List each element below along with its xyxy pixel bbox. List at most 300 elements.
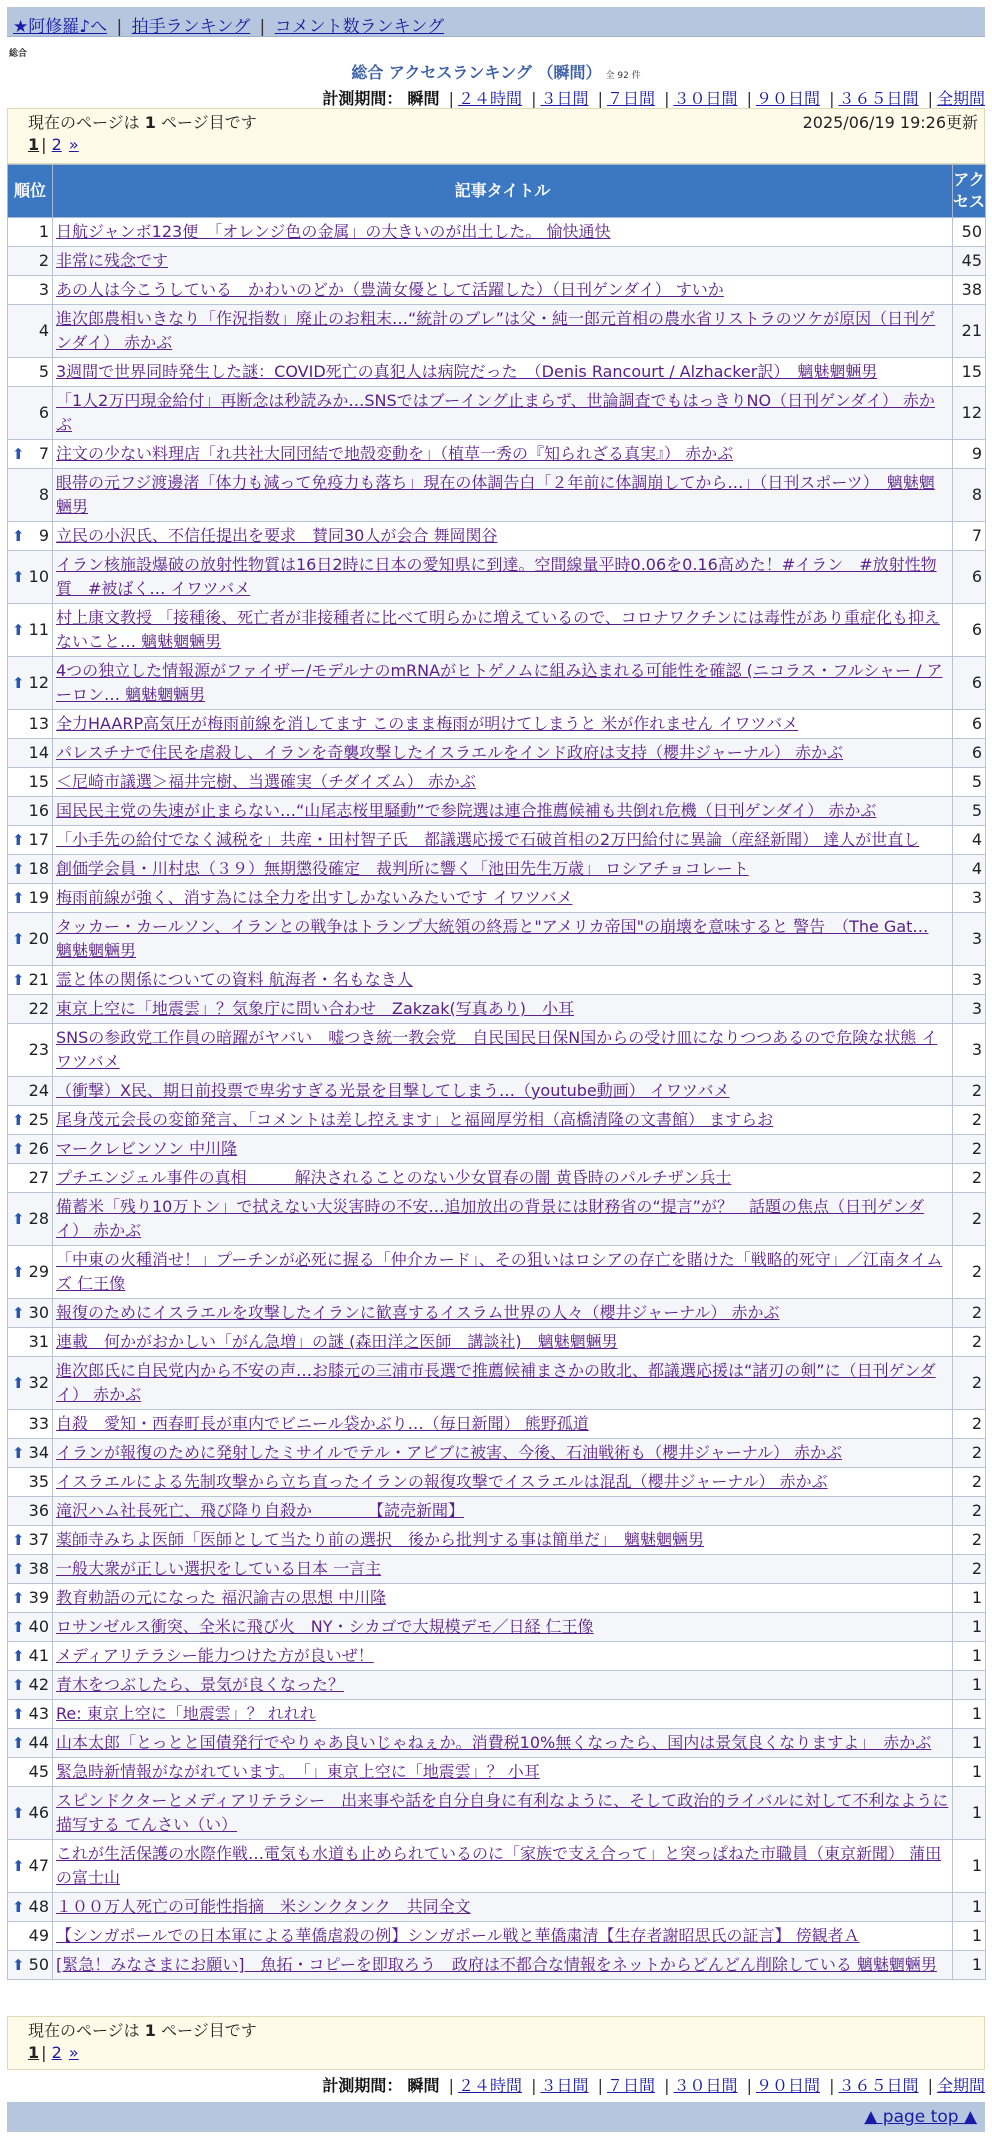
- rank-cell: [8, 1840, 53, 1893]
- article-title-link[interactable]: 全力HAARP高気圧が梅雨前線を消してます このまま梅雨が明けてしまうと 米が作れません イワツバメ: [56, 714, 799, 733]
- article-title-link[interactable]: ロサンゼルス衝突、全米に飛び火 NY・シカゴで大規模デモ／日経 仁王像: [56, 1617, 594, 1636]
- rank-cell: [8, 1922, 53, 1951]
- rank-up-arrow-icon: ⬆: [12, 1560, 25, 1578]
- access-count: 38: [953, 276, 986, 305]
- article-title-link[interactable]: 連載 何かがおかしい「がん急増」の謎 (森田洋之医師 講談社) 魑魅魍魎男: [56, 1332, 618, 1351]
- col-header-rank: 順位: [8, 165, 53, 218]
- access-count: 6: [953, 739, 986, 768]
- rank-cell: [8, 1642, 53, 1671]
- rank-cell: [8, 1357, 53, 1410]
- article-title-link[interactable]: マークレビンソン 中川隆: [56, 1139, 238, 1158]
- period-link-90d[interactable]: ９０日間: [755, 2076, 820, 2095]
- page-2-link[interactable]: 2: [51, 135, 62, 154]
- rank-number: 3: [38, 280, 49, 299]
- access-count: 3: [953, 966, 986, 995]
- rank-cell: [8, 710, 53, 739]
- rank-number: 41: [28, 1646, 49, 1665]
- period-label: 計測期間：: [322, 89, 403, 108]
- title-cell: [53, 247, 953, 276]
- title-cell: [53, 1893, 953, 1922]
- article-title-link[interactable]: 青木をつぶしたら、景気が良くなった？: [56, 1675, 345, 1694]
- access-count: 1: [953, 1893, 986, 1922]
- title-cell: [53, 305, 953, 358]
- rank-cell: [8, 1135, 53, 1164]
- rank-number: 47: [28, 1856, 49, 1875]
- period-link-7d[interactable]: ７日間: [606, 89, 655, 108]
- title-cell: [53, 1758, 953, 1787]
- access-count: 1: [953, 1787, 986, 1840]
- paging-box-bottom: [7, 2016, 985, 2070]
- article-title-link[interactable]: パレスチナで住民を虐殺し、イランを奇襲攻撃したイスラエルをインド政府は支持（櫻井ジャーナル） 赤かぶ: [56, 743, 844, 762]
- article-title-link[interactable]: 国民民主党の失速が止まらない…“山尾志桜里騒動”で参院選は連合推薦候補も共倒れ危機（日刊ゲンダイ） 赤かぶ: [56, 801, 877, 820]
- article-title-link[interactable]: 注文の少ない料理店「れ共社大同団結で地殻変動を」（植草一秀の『知られざる真実』） 赤かぶ: [56, 444, 734, 463]
- title-cell: [53, 1439, 953, 1468]
- rank-cell: [8, 826, 53, 855]
- rank-cell: [8, 913, 53, 966]
- rank-up-arrow-icon: ⬆: [12, 1140, 25, 1158]
- title-cell: [53, 1700, 953, 1729]
- title-cell: [53, 1613, 953, 1642]
- title-cell: [53, 1328, 953, 1357]
- rank-number: 15: [28, 772, 49, 791]
- title-cell: [53, 1164, 953, 1193]
- rank-cell: [8, 469, 53, 522]
- rank-number: 50: [28, 1955, 49, 1974]
- ranking-table: [7, 164, 986, 1980]
- rank-cell: [8, 218, 53, 247]
- period-selector-bottom: 計測期間： 瞬間 | ２４時間 | ３日間 | ７日間 | ３０日間 | ９０日間 | ３６５日間 | 全期間: [322, 2076, 985, 2095]
- rank-up-arrow-icon: ⬆: [12, 1956, 25, 1974]
- comment-ranking-link[interactable]: コメント数ランキング: [274, 17, 445, 37]
- rank-cell: [8, 604, 53, 657]
- article-title-link[interactable]: ＜尼崎市議選＞福井完樹、当選確実（チダイズム） 赤かぶ: [56, 772, 476, 791]
- title-cell: [53, 1497, 953, 1526]
- rank-number: 1: [38, 222, 49, 241]
- article-title-link[interactable]: 尾身茂元会長の変節発言、「コメントは差し控えます」と福岡厚労相（高橋清隆の文書館） ますらお: [56, 1110, 774, 1129]
- section-label: 総合: [9, 49, 28, 59]
- period-link-90d[interactable]: ９０日間: [755, 89, 820, 108]
- page-1-current: 1: [28, 135, 40, 154]
- rank-number: 8: [38, 485, 49, 504]
- rank-cell: [8, 276, 53, 305]
- period-link-24h[interactable]: ２４時間: [457, 2076, 522, 2095]
- period-link-7d[interactable]: ７日間: [606, 2076, 655, 2095]
- article-title-link[interactable]: 一般大衆が正しい選択をしている日本 一言主: [56, 1559, 382, 1578]
- table-row: [8, 1951, 986, 1980]
- period-link-all[interactable]: 全期間: [936, 2076, 985, 2095]
- table-row: [8, 1410, 986, 1439]
- rank-cell: [8, 739, 53, 768]
- table-row: [8, 1613, 986, 1642]
- article-title-link[interactable]: 梅雨前線が強く、消す為には全力を出すしかないみたいです イワツバメ: [56, 888, 573, 907]
- rank-number: 45: [28, 1762, 49, 1781]
- rank-up-arrow-icon: ⬆: [12, 930, 25, 948]
- title-cell: [53, 604, 953, 657]
- rank-cell: [8, 1893, 53, 1922]
- rank-cell: [8, 1758, 53, 1787]
- access-count: 2: [953, 1468, 986, 1497]
- rank-up-arrow-icon: ⬆: [12, 889, 25, 907]
- table-row: [8, 1671, 986, 1700]
- rank-cell: [8, 1526, 53, 1555]
- access-count: 1: [953, 1642, 986, 1671]
- article-title-link[interactable]: あの人は今こうしている かわいのどか（豊満女優として活躍した）（日刊ゲンダイ） すいか: [56, 280, 724, 299]
- access-count: 3: [953, 995, 986, 1024]
- rank-up-arrow-icon: ⬆: [12, 1618, 25, 1636]
- table-row: [8, 247, 986, 276]
- table-row: [8, 657, 986, 710]
- title-cell: [53, 884, 953, 913]
- period-link-30d[interactable]: ３０日間: [673, 89, 738, 108]
- table-row: [8, 1584, 986, 1613]
- rank-number: 24: [28, 1081, 49, 1100]
- access-count: 1: [953, 1758, 986, 1787]
- rank-up-arrow-icon: ⬆: [12, 1531, 25, 1549]
- article-title-link[interactable]: 自殺 愛知・西春町長が車内でビニール袋かぶり…（毎日新聞） 熊野孤道: [56, 1414, 589, 1433]
- rank-cell: [8, 995, 53, 1024]
- table-row: [8, 1077, 986, 1106]
- top-nav-bar: [7, 7, 985, 37]
- access-count: 2: [953, 1193, 986, 1246]
- rank-cell: [8, 966, 53, 995]
- table-row: [8, 276, 986, 305]
- page-top-link[interactable]: ▲ page top ▲: [864, 2107, 977, 2127]
- article-title-link[interactable]: メディアリテラシー能力つけた方が良いぜ！: [56, 1646, 374, 1665]
- title-cell: [53, 1299, 953, 1328]
- access-count: 50: [953, 218, 986, 247]
- access-count: 2: [953, 1526, 986, 1555]
- rank-number: 12: [28, 673, 49, 692]
- applause-ranking-link[interactable]: 拍手ランキング: [131, 17, 251, 37]
- table-row: [8, 1164, 986, 1193]
- article-title-link[interactable]: 「小手先の給付でなく減税を」共産・田村智子氏 都議選応援で石破首相の2万円給付に異論（産経新聞） 達人が世直し: [56, 830, 920, 849]
- pagination: 1 | 2 »: [28, 135, 79, 154]
- table-row: [8, 1439, 986, 1468]
- access-count: 45: [953, 247, 986, 276]
- table-row: [8, 1328, 986, 1357]
- rank-number: 30: [28, 1303, 49, 1322]
- rank-cell: [8, 247, 53, 276]
- rank-cell: [8, 1164, 53, 1193]
- page-2-link[interactable]: 2: [51, 2043, 62, 2062]
- table-row: [8, 797, 986, 826]
- access-count: 1: [953, 1951, 986, 1980]
- rank-up-arrow-icon: ⬆: [12, 1444, 25, 1462]
- article-title-link[interactable]: 進次郎氏に自民党内から不安の声…お膝元の三浦市長選で推薦候補まさかの敗北、都議選応援は“諸刃の剣”に（日刊ゲンダイ） 赤かぶ: [56, 1361, 936, 1404]
- title-cell: [53, 358, 953, 387]
- article-title-link[interactable]: 教育勅語の元になった 福沢諭吉の思想 中川隆: [56, 1588, 387, 1607]
- rank-cell: [8, 768, 53, 797]
- period-link-3d[interactable]: ３日間: [540, 2076, 589, 2095]
- article-title-link[interactable]: 4つの独立した情報源がファイザー/モデルナのmRNAがヒトゲノムに組み込まれる可能性を確認 (ニコラス・フルシャー / アーロン… 魑魅魍魎男: [56, 661, 943, 704]
- rank-number: 32: [28, 1373, 49, 1392]
- rank-number: 11: [28, 620, 49, 639]
- article-title-link[interactable]: 【シンガポールでの日本軍による華僑虐殺の例】シンガポール戦と華僑粛清【生存者謝昭思氏の証言】 傍観者Ａ: [56, 1926, 860, 1945]
- access-count: 1: [953, 1840, 986, 1893]
- period-selector-top: 計測期間： 瞬間 | ２４時間 | ３日間 | ７日間 | ３０日間 | ９０日間 | ３６５日間 | 全期間: [322, 89, 985, 108]
- rank-number: 14: [28, 743, 49, 762]
- access-count: 2: [953, 1439, 986, 1468]
- article-title-link[interactable]: 「1人2万円現金給付」再断念は秒読みか…SNSではブーイング止まらず、世論調査でもはっきりNO（日刊ゲンダイ） 赤かぶ: [56, 391, 935, 434]
- article-title-link[interactable]: 緊急時新情報がながれています。 「」東京上空に「地震雲」？ 小耳: [56, 1762, 540, 1781]
- access-count: 2: [953, 1135, 986, 1164]
- rank-up-arrow-icon: ⬆: [12, 860, 25, 878]
- title-cell: [53, 1787, 953, 1840]
- article-title-link[interactable]: 備蓄米「残り10万トン」で拭えない大災害時の不安…追加放出の背景には財務省の“提言”が？ 話題の焦点（日刊ゲンダイ） 赤かぶ: [56, 1197, 924, 1240]
- table-row: [8, 1787, 986, 1840]
- rank-cell: [8, 1468, 53, 1497]
- table-row: [8, 1497, 986, 1526]
- title-cell: [53, 1951, 953, 1980]
- rank-up-arrow-icon: ⬆: [12, 445, 25, 463]
- rank-number: 34: [28, 1443, 49, 1462]
- rank-number: 31: [28, 1332, 49, 1351]
- table-row: [8, 710, 986, 739]
- article-title-link[interactable]: イラン核施設爆破の放射性物質は16日2時に日本の愛知県に到達。空間線量平時0.06を0.16高めた！#イラン #放射性物質 #被ばく… イワツバメ: [56, 555, 937, 598]
- rank-number: 29: [28, 1262, 49, 1281]
- title-cell: [53, 1135, 953, 1164]
- access-count: 8: [953, 469, 986, 522]
- article-title-link[interactable]: プチエンジェル事件の真相 解決されることのない少女買春の闇 黄昏時のパルチザン兵士: [56, 1168, 732, 1187]
- table-row: [8, 305, 986, 358]
- rank-number: 33: [28, 1414, 49, 1433]
- title-cell: [53, 1410, 953, 1439]
- access-count: 2: [953, 1106, 986, 1135]
- rank-cell: [8, 305, 53, 358]
- access-count: 2: [953, 1555, 986, 1584]
- table-row: [8, 1758, 986, 1787]
- current-page-text-bottom: 現在のページは 1 ページ目です: [28, 2021, 257, 2040]
- article-title-link[interactable]: タッカー・カールソン、イランとの戦争はトランプ大統領の終焉と"アメリカ帝国"の崩壊を意味すると 警告 （The Gat… 魑魅魍魎男: [56, 917, 929, 960]
- page-title: 総合 アクセスランキング （瞬間）: [351, 63, 602, 82]
- article-title-link[interactable]: 進次郎農相いきなり「作況指数」廃止のお粗末…“統計のブレ”は父・純一郎元首相の農水省リストラのツケが原因（日刊ゲンダイ） 赤かぶ: [56, 309, 936, 352]
- rank-number: 42: [28, 1675, 49, 1694]
- rank-number: 43: [28, 1704, 49, 1723]
- access-count: 1: [953, 1729, 986, 1758]
- article-title-link[interactable]: Re: 東京上空に「地震雲」？ れれれ: [56, 1704, 316, 1723]
- table-row: [8, 995, 986, 1024]
- article-title-link[interactable]: 霊と体の関係についての資料 航海者・名もなき人: [56, 970, 413, 989]
- rank-number: 36: [28, 1501, 49, 1520]
- nav-separator: |: [116, 17, 123, 37]
- table-row: [8, 739, 986, 768]
- title-cell: [53, 995, 953, 1024]
- title-cell: [53, 469, 953, 522]
- title-cell: [53, 276, 953, 305]
- title-cell: [53, 387, 953, 440]
- access-count: 2: [953, 1246, 986, 1299]
- rank-cell: [8, 884, 53, 913]
- title-cell: [53, 218, 953, 247]
- article-title-link[interactable]: イランが報復のために発射したミサイルでテル・アビブに被害、今後、石油戦術も（櫻井ジャーナル） 赤かぶ: [56, 1443, 843, 1462]
- access-count: 15: [953, 358, 986, 387]
- title-cell: [53, 1357, 953, 1410]
- period-link-30d[interactable]: ３０日間: [673, 2076, 738, 2095]
- rank-cell: [8, 1439, 53, 1468]
- title-cell: [53, 1193, 953, 1246]
- rank-cell: [8, 1106, 53, 1135]
- table-row: [8, 1468, 986, 1497]
- rank-up-arrow-icon: ⬆: [12, 1111, 25, 1129]
- rank-up-arrow-icon: ⬆: [12, 1304, 25, 1322]
- period-link-all[interactable]: 全期間: [936, 89, 985, 108]
- article-title-link[interactable]: 村上康文教授 「接種後、死亡者が非接種者に比べて明らかに増えているので、コロナワクチンには毒性があり重症化も抑えないこと… 魑魅魍魎男: [56, 608, 940, 651]
- rank-up-arrow-icon: ⬆: [12, 1705, 25, 1723]
- rank-number: 7: [38, 444, 49, 463]
- article-title-link[interactable]: 3週間で世界同時発生した謎：COVID死亡の真犯人は病院だった （Denis Rancourt / Alzhacker訳） 魑魅魍魎男: [56, 362, 878, 381]
- table-row: [8, 1357, 986, 1410]
- period-link-24h[interactable]: ２４時間: [457, 89, 522, 108]
- rank-cell: [8, 1299, 53, 1328]
- rank-cell: [8, 387, 53, 440]
- rank-cell: [8, 440, 53, 469]
- access-count: 2: [953, 1497, 986, 1526]
- title-cell: [53, 551, 953, 604]
- rank-cell: [8, 1951, 53, 1980]
- table-row: [8, 913, 986, 966]
- article-title-link[interactable]: 「中東の火種消せ！」プーチンが必死に握る「仲介カード」、その狙いはロシアの存亡を賭けた「戦略的死守」／江南タイムズ 仁王像: [56, 1250, 943, 1293]
- access-count: 3: [953, 913, 986, 966]
- access-count: 2: [953, 1164, 986, 1193]
- title-cell: [53, 1922, 953, 1951]
- title-cell: [53, 1077, 953, 1106]
- rank-number: 49: [28, 1926, 49, 1945]
- rank-up-arrow-icon: ⬆: [12, 1210, 25, 1228]
- rank-cell: [8, 1024, 53, 1077]
- table-row: [8, 966, 986, 995]
- rank-cell: [8, 1671, 53, 1700]
- title-cell: [53, 657, 953, 710]
- article-title-link[interactable]: 滝沢ハム社長死亡、飛び降り自殺か 【読売新聞】: [56, 1501, 465, 1520]
- article-title-link[interactable]: イスラエルによる先制攻撃から立ち直ったイランの報復攻撃でイスラエルは混乱（櫻井ジャーナル） 赤かぶ: [56, 1472, 828, 1491]
- rank-number: 25: [28, 1110, 49, 1129]
- home-link[interactable]: ★阿修羅♪へ: [13, 17, 108, 37]
- title-cell: [53, 1468, 953, 1497]
- access-count: 5: [953, 797, 986, 826]
- title-cell: [53, 1555, 953, 1584]
- table-row: [8, 469, 986, 522]
- current-page-text: 現在のページは 1 ページ目です: [28, 113, 257, 132]
- article-title-link[interactable]: これが生活保護の水際作戦…電気も水道も止められているのに「家族で支え合って」と突っぱねた市職員（東京新聞） 蒲田の富士山: [56, 1844, 942, 1887]
- rank-number: 27: [28, 1168, 49, 1187]
- rank-up-arrow-icon: ⬆: [12, 1263, 25, 1281]
- table-row: [8, 1922, 986, 1951]
- access-count: 2: [953, 1077, 986, 1106]
- rank-up-arrow-icon: ⬆: [12, 1857, 25, 1875]
- article-title-link[interactable]: SNSの参政党工作員の暗躍がヤバい 嘘つき統一教会党 自民国民日保N国からの受け皿になりつつあるので危険な状態 イワツバメ: [56, 1028, 938, 1071]
- rank-number: 21: [28, 970, 49, 989]
- rank-up-arrow-icon: ⬆: [12, 674, 25, 692]
- article-title-link[interactable]: 薬師寺みちよ医師「医師として当たり前の選択 後から批判する事は簡単だ」 魑魅魍魎男: [56, 1530, 705, 1549]
- period-link-365d[interactable]: ３６５日間: [838, 89, 919, 108]
- article-title-link[interactable]: スピンドクターとメディアリテラシー 出来事や話を自分自身に有利なように、そして政治的ライバルに対して不利なように描写する てんさい（い）: [56, 1791, 949, 1834]
- rank-up-arrow-icon: ⬆: [12, 1734, 25, 1752]
- title-cell: [53, 710, 953, 739]
- rank-number: 39: [28, 1588, 49, 1607]
- rank-up-arrow-icon: ⬆: [12, 1898, 25, 1916]
- article-title-link[interactable]: 報復のためにイスラエルを攻撃したイランに歓喜するイスラム世界の人々（櫻井ジャーナル） 赤かぶ: [56, 1303, 780, 1322]
- rank-number: 35: [28, 1472, 49, 1491]
- access-count: 9: [953, 440, 986, 469]
- rank-cell: [8, 855, 53, 884]
- rank-number: 46: [28, 1803, 49, 1822]
- rank-cell: [8, 1077, 53, 1106]
- table-row: [8, 884, 986, 913]
- article-title-link[interactable]: （衝撃）X民、期日前投票で卑劣すぎる光景を目撃してしまう…（youtube動画） イワツバメ: [56, 1081, 730, 1100]
- rank-number: 48: [28, 1897, 49, 1916]
- table-row: [8, 440, 986, 469]
- rank-number: 16: [28, 801, 49, 820]
- access-count: 6: [953, 657, 986, 710]
- rank-number: 2: [38, 251, 49, 270]
- article-title-link[interactable]: [緊急！みなさまにお願い] 魚拓・コピーを即取ろう 政府は不都合な情報をネットからどんどん削除している 魑魅魍魎男: [56, 1955, 937, 1974]
- title-cell: [53, 522, 953, 551]
- rank-up-arrow-icon: ⬆: [12, 831, 25, 849]
- title-cell: [53, 1024, 953, 1077]
- next-page-link[interactable]: »: [68, 135, 79, 154]
- table-row: [8, 1840, 986, 1893]
- table-row: [8, 826, 986, 855]
- pagination-bottom: 1 | 2 »: [28, 2043, 79, 2062]
- title-cell: [53, 797, 953, 826]
- table-row: [8, 1555, 986, 1584]
- period-link-3d[interactable]: ３日間: [540, 89, 589, 108]
- rank-cell: [8, 797, 53, 826]
- article-title-link[interactable]: 非常に残念です: [56, 251, 169, 270]
- rank-up-arrow-icon: ⬆: [12, 1647, 25, 1665]
- title-cell: [53, 440, 953, 469]
- access-count: 12: [953, 387, 986, 440]
- access-count: 4: [953, 855, 986, 884]
- total-count: 全 92 件: [605, 71, 641, 81]
- article-title-link[interactable]: 立民の小沢氏、不信任提出を要求 賛同30人が会合 舞岡関谷: [56, 526, 498, 545]
- article-title-link[interactable]: 日航ジャンボ123便 「オレンジ色の金属」の大きいのが出土した。 愉快通快: [56, 222, 611, 241]
- article-title-link[interactable]: 眼帯の元フジ渡邊渚「体力も減って免疫力も落ち」現在の体調告白「２年前に体調崩してから…」（日刊スポーツ） 魑魅魍魎男: [56, 473, 935, 516]
- table-row: [8, 1106, 986, 1135]
- rank-number: 28: [28, 1209, 49, 1228]
- table-row: [8, 768, 986, 797]
- rank-up-arrow-icon: ⬆: [12, 971, 25, 989]
- article-title-link[interactable]: 創価学会員・川村忠（３９）無期懲役確定 裁判所に響く「池田先生万歳」 ロシアチョコレート: [56, 859, 749, 878]
- rank-number: 40: [28, 1617, 49, 1636]
- table-row: [8, 1193, 986, 1246]
- rank-cell: [8, 522, 53, 551]
- article-title-link[interactable]: １００万人死亡の可能性指摘 米シンクタンク 共同全文: [56, 1897, 471, 1916]
- rank-number: 5: [38, 362, 49, 381]
- rank-cell: [8, 657, 53, 710]
- access-count: 7: [953, 522, 986, 551]
- access-count: 2: [953, 1410, 986, 1439]
- rank-number: 13: [28, 714, 49, 733]
- rank-cell: [8, 358, 53, 387]
- access-count: 1: [953, 1584, 986, 1613]
- rank-cell: [8, 551, 53, 604]
- rank-cell: [8, 1497, 53, 1526]
- table-row: [8, 551, 986, 604]
- next-page-link[interactable]: »: [68, 2043, 79, 2062]
- table-row: [8, 1299, 986, 1328]
- article-title-link[interactable]: 山本太郎「とっとと国債発行でやりゃあ良いじゃねぇか。消費税10%無くなったら、国内は景気良くなりますよ」 赤かぶ: [56, 1733, 932, 1752]
- table-row: [8, 1642, 986, 1671]
- title-cell: [53, 1246, 953, 1299]
- article-title-link[interactable]: 東京上空に「地震雲」？気象庁に問い合わせ Zakzak(写真あり) 小耳: [56, 999, 574, 1018]
- title-cell: [53, 826, 953, 855]
- period-link-365d[interactable]: ３６５日間: [838, 2076, 919, 2095]
- rank-number: 37: [28, 1530, 49, 1549]
- rank-cell: [8, 1193, 53, 1246]
- title-cell: [53, 768, 953, 797]
- rank-up-arrow-icon: ⬆: [12, 527, 25, 545]
